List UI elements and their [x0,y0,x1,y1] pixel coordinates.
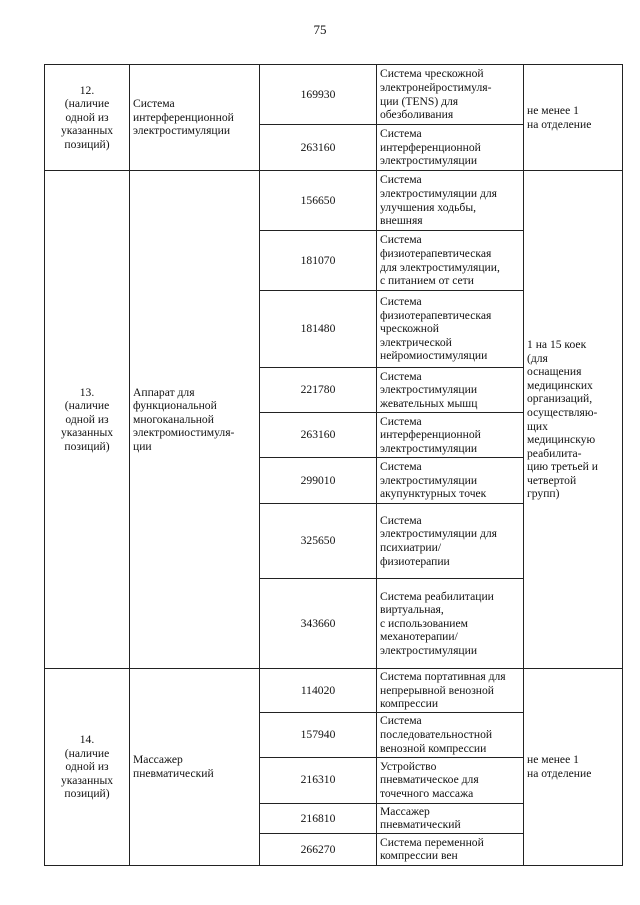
nomenclature-code-cell: 263160 [260,413,377,458]
table-row [45,65,623,125]
nomenclature-code-cell: 181070 [260,231,377,291]
equipment-name-cell: Система интерференционной электростимуляции [130,65,260,171]
nomenclature-code-cell: 216310 [260,757,377,803]
position-number-cell: 13. (наличие одной из указанных позиций) [45,171,130,669]
nomenclature-name-cell: Массажер пневматический [377,803,524,833]
nomenclature-name-cell: Система интерференционной электростимуляции [377,413,524,458]
nomenclature-name-cell: Система электростимуляции для улучшения ходьбы, внешняя [377,171,524,231]
nomenclature-name-cell: Система последовательностной венозной компрессии [377,712,524,757]
nomenclature-name-cell: Система электростимуляции жевательных мышц [377,368,524,413]
nomenclature-code-cell: 299010 [260,458,377,504]
nomenclature-name-cell: Система электростимуляции для психиатрии/ физиотерапии [377,504,524,579]
nomenclature-code-cell: 181480 [260,291,377,368]
nomenclature-code-cell: 156650 [260,171,377,231]
nomenclature-name-cell: Система физиотерапевтическая для электростимуляции, с питанием от сети [377,231,524,291]
nomenclature-code-cell: 157940 [260,712,377,757]
nomenclature-name-cell: Система переменной компрессии вен [377,833,524,865]
equipment-name-cell: Массажер пневматический [130,669,260,866]
position-number-cell: 14. (наличие одной из указанных позиций) [45,669,130,866]
position-number-cell: 12. (наличие одной из указанных позиций) [45,65,130,171]
nomenclature-name-cell: Система электростимуляции акупунктурных точек [377,458,524,504]
quantity-requirement-cell: 1 на 15 коек (для оснащения медицинских организаций, осуществляю- щих медицинскую реабилита- цию третьей и четвертой групп) [524,171,623,669]
nomenclature-name-cell: Система чрескожной электронейростимуля- ции (TENS) для обезболивания [377,65,524,125]
quantity-requirement-cell: не менее 1 на отделение [524,65,623,171]
nomenclature-code-cell: 325650 [260,504,377,579]
table-row [45,171,623,231]
nomenclature-code-cell: 263160 [260,125,377,171]
nomenclature-name-cell: Система интерференционной электростимуляции [377,125,524,171]
nomenclature-code-cell: 266270 [260,833,377,865]
nomenclature-name-cell: Устройство пневматическое для точечного массажа [377,757,524,803]
equipment-name-cell: Аппарат для функциональной многоканальной электромиостимуля- ции [130,171,260,669]
nomenclature-name-cell: Система реабилитации виртуальная, с использованием механотерапии/ электростимуляции [377,579,524,669]
nomenclature-code-cell: 221780 [260,368,377,413]
table-row [45,669,623,713]
page-number: 75 [313,22,327,37]
nomenclature-name-cell: Система физиотерапевтическая чрескожной электрической нейромиостимуляции [377,291,524,368]
nomenclature-code-cell: 114020 [260,669,377,713]
nomenclature-code-cell: 169930 [260,65,377,125]
nomenclature-name-cell: Система портативная для непрерывной венозной компрессии [377,669,524,713]
quantity-requirement-cell: не менее 1 на отделение [524,669,623,866]
equipment-table [44,64,623,866]
nomenclature-code-cell: 216810 [260,803,377,833]
nomenclature-code-cell: 343660 [260,579,377,669]
